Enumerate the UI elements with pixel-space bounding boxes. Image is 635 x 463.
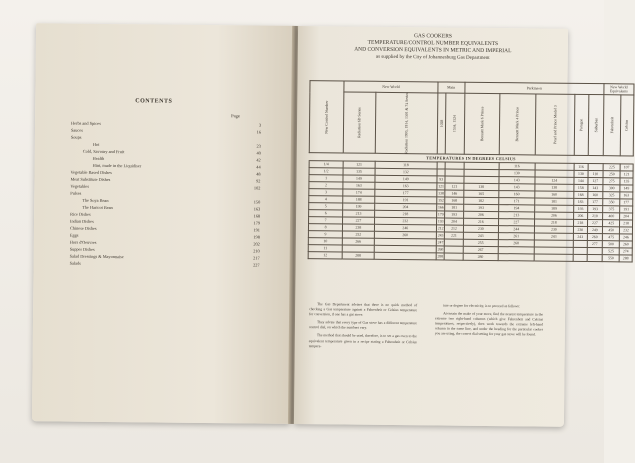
column-header: Bennett Mark 6 Prince (464, 93, 500, 154)
table-cell: 179 (437, 212, 444, 217)
toc-entry-page: 40 (256, 150, 261, 156)
table-cell: 280 (463, 253, 499, 260)
column-header: Paragon (574, 94, 588, 155)
table-cell: 475 (603, 234, 620, 241)
toc-entry-label: The Soya Bean (82, 197, 109, 203)
table-cell: 260 (437, 247, 444, 252)
toc-entry-label: Eggs (69, 232, 79, 238)
table-cell: 244 (498, 226, 534, 233)
toc-entry-label: Meat Substitute Dishes (70, 176, 111, 183)
column-header: 1534, 1524 (446, 93, 465, 154)
table-cell: 261 (498, 233, 534, 240)
table-cell: 210 (587, 213, 603, 220)
note-column-left (309, 302, 418, 353)
table-cell: 7 (309, 217, 343, 224)
column-header: Pearl and Prince Model 3 (535, 94, 575, 155)
table-cell: 525 (602, 248, 619, 255)
toc-entry-page: 48 (256, 171, 261, 177)
table-cell: 213 (343, 210, 375, 217)
table-cell: 177 (587, 199, 603, 206)
table-cell: 450 (603, 227, 620, 234)
toc-entry-label: Herbs and Spices (71, 120, 101, 126)
table-cell (534, 254, 574, 261)
temperature-table (308, 80, 630, 262)
table-cell: 218 (620, 220, 632, 227)
table-cell: 193 (437, 219, 444, 224)
table-cell: 188 (343, 196, 375, 203)
toc-entry-page: 23 (256, 143, 261, 149)
note-paragraph: The Gas Department advises that there is no quick method of checking a Gas temperature against a Fahrenheit or Celsius temperature for conversion, if one has a gas stove. (309, 302, 418, 317)
column-header: New Control Number (309, 81, 344, 153)
table-cell: 118 (375, 161, 437, 169)
table-cell: 171 (499, 198, 535, 205)
open-booklet (32, 23, 630, 427)
toc-entry-page: 202 (253, 241, 260, 247)
group-header: New World (344, 81, 438, 93)
toc-entry-label: Supper Dishes (69, 246, 95, 252)
column-header: 1028 (437, 93, 446, 154)
table-cell: 149 (343, 175, 375, 182)
table-cell: 93 (437, 176, 446, 183)
table-cell: 206 (463, 211, 499, 218)
toc-entry-page: 179 (253, 220, 261, 226)
table-cell: 193 (587, 206, 603, 213)
table-cell: 212 (437, 226, 444, 231)
table-cell: 121 (343, 161, 375, 168)
table-cell: 260 (587, 234, 603, 241)
toc-entry-page: 168 (253, 213, 261, 219)
table-cell: 232 (620, 227, 632, 234)
table-cell: 227 (343, 217, 375, 224)
table-cell: 227 (587, 220, 603, 227)
table-cell: 213 (499, 212, 535, 219)
table-cell: 252 (342, 231, 374, 238)
toc-entry-label: Vegetable Based Dishes (70, 169, 112, 176)
table-cell: 191 (374, 196, 436, 204)
table-cell: 204 (445, 218, 463, 225)
table-cell: 138 (534, 184, 574, 191)
table-cell (445, 253, 463, 260)
toc-entry-label: Salads (69, 260, 81, 266)
table-cell: 550 (602, 255, 619, 262)
note-paragraph: They advise that every type of Gas stove has a different temperature control dial, on which the numbers vary. (308, 320, 417, 331)
table-cell: 247 (437, 240, 444, 245)
table-cell (587, 255, 603, 262)
table-cell: 218 (574, 219, 588, 226)
title-line-1: GAS COOKERS (413, 33, 453, 40)
toc-entry-label: Salad Dressings & Mayonnaise (69, 253, 124, 260)
table-cell: 130 (499, 170, 535, 177)
table-cell: 143 (499, 184, 535, 191)
table-cell: 218 (374, 210, 436, 218)
table-cell: 110 (588, 171, 604, 178)
toc-entry-label: Sauces (70, 127, 83, 133)
table-cell: 6 (309, 210, 343, 217)
table-cell: 274 (620, 248, 632, 255)
toc-entry-label: Hot (92, 141, 100, 147)
table-cell: 230 (463, 225, 499, 232)
table-cell: 138 (463, 183, 499, 190)
table-cell: 11 (308, 245, 342, 252)
toc-entry-page: 198 (253, 234, 260, 240)
toc-entry-page: 3 (258, 122, 262, 128)
table-cell: 268 (498, 240, 534, 247)
toc-entry-label: Soups (70, 134, 82, 140)
column-header: Radiation 6D Series (343, 92, 375, 153)
toc-entry-label: The Haricot Bean (82, 204, 113, 211)
table-cell: 107 (620, 164, 632, 171)
note-column-right (435, 303, 543, 341)
table-cell: 500 (602, 241, 619, 248)
table-cell: 8 (308, 224, 342, 231)
toc-entry-page: 92 (256, 178, 261, 184)
note-paragraph: Ascertain the make of your stove, find the nearest temperature in the extreme two right-hand columns (which give Fahrenheit and Celsius temperatures, respectively), then work towards the extreme left-hand column in the same line, and under the heading for the particular cooker you are using, the correct dial setting for your gas stove will be found. (434, 311, 544, 337)
toc-entry (70, 260, 260, 269)
table-cell: 9 (308, 231, 342, 238)
toc-entry-page: 217 (253, 255, 260, 261)
table-cell: 163 (375, 182, 437, 190)
table-cell: 160 (587, 192, 603, 199)
group-header: New World Equivalents (604, 84, 634, 95)
table-cell: 288 (437, 254, 444, 259)
table-cell: 425 (603, 220, 620, 227)
title-line-2: TEMPERATURE/CONTROL NUMBER EQUIVALENTS (367, 39, 499, 48)
table-cell: 121 (620, 171, 632, 178)
table-cell: 183 (574, 198, 588, 205)
table-cell: 144 (574, 177, 588, 184)
table-cell: 218 (534, 219, 574, 226)
table-cell: 1 (309, 175, 343, 182)
table-cell: 288 (342, 252, 374, 259)
table-cell: 116 (499, 163, 535, 170)
table-cell: 206 (574, 212, 588, 219)
toc-entry-label: Cold, Savoury and Fruit (82, 148, 125, 155)
table-cell: 325 (603, 192, 620, 199)
table-cell: 191 (620, 206, 632, 213)
table-cell: 152 (438, 198, 444, 203)
toc-entry-label: Hint, made in the Liquidiser (92, 162, 142, 169)
table-cell: 1/2 (309, 168, 343, 175)
toc-entry-label: Hors d'Oeuvres (69, 239, 97, 245)
group-header: Parkinson (464, 82, 604, 94)
table-cell (374, 252, 436, 260)
toc-entry-label: Rice Dishes (70, 211, 91, 217)
table-cell: 3 (309, 189, 343, 196)
title-line-3: AND CONVERSION EQUIVALENTS IN METRIC AND IMPERIAL (354, 46, 512, 55)
table-cell: 135 (620, 178, 632, 185)
table-cell: 177 (620, 199, 632, 206)
note-paragraph: ture or degree for electricity, is to proceed as follows: (443, 303, 520, 309)
table-cell: 277 (587, 241, 603, 248)
table-cell: 143 (499, 177, 535, 184)
table-cell: 238 (343, 224, 375, 231)
group-header: Main (438, 82, 465, 93)
table-cell: 168 (574, 191, 588, 198)
table-cell: 232 (374, 217, 436, 225)
table-of-contents (70, 120, 262, 269)
table-cell: 250 (603, 171, 620, 178)
table-cell: 204 (374, 203, 436, 211)
table-cell: 225 (603, 164, 620, 171)
table-cell: 181 (534, 198, 574, 205)
table-cell: 10 (308, 238, 342, 245)
table-cell: 177 (375, 189, 437, 197)
table-cell: 193 (463, 204, 499, 211)
table-cell: 194 (499, 205, 535, 212)
toc-entry-page: 163 (253, 206, 261, 212)
table-cell: 124 (534, 177, 574, 184)
table-cell: 400 (603, 213, 620, 220)
column-header: Celsius (621, 95, 634, 156)
table-cell: 227 (499, 219, 535, 226)
table-cell: 127 (588, 178, 604, 185)
table-cell: 243 (437, 233, 444, 238)
toc-entry-page: 16 (256, 129, 261, 135)
table-cell: 266 (342, 238, 374, 245)
table-cell (573, 254, 587, 261)
title-line-4: as supplied by the City of Johannesburg Gas Department (375, 54, 490, 61)
table-cell: 138 (438, 191, 444, 196)
table-cell: 246 (374, 224, 436, 232)
table-cell: 189 (534, 205, 574, 212)
table-cell: 132 (375, 168, 437, 176)
table-cell: 168 (445, 197, 463, 204)
table-cell: 146 (445, 190, 463, 197)
table-cell: 182 (463, 197, 499, 204)
table-cell: 121 (445, 183, 463, 190)
table-cell: 243 (463, 232, 499, 239)
table-cell: 143 (587, 185, 603, 192)
toc-entry-label: Health (92, 155, 105, 161)
table-cell: 149 (620, 185, 632, 192)
table-cell: 163 (343, 182, 375, 189)
toc-entry-page: 44 (256, 164, 261, 170)
table-cell: 260 (374, 231, 436, 239)
table-cell: 5 (309, 203, 343, 210)
table-cell: 288 (620, 255, 632, 262)
table-cell: 206 (534, 212, 574, 219)
table-cell: 199 (343, 203, 375, 210)
table-cell: 160 (534, 191, 574, 198)
table-cell: 375 (603, 206, 620, 213)
toc-entry-page: 227 (253, 262, 260, 268)
table-cell: 160 (499, 191, 535, 198)
table-cell: 300 (603, 185, 620, 192)
table-cell: 243 (534, 233, 574, 240)
table-cell: 230 (534, 226, 574, 233)
table-cell: 275 (603, 178, 620, 185)
table-cell: 181 (445, 204, 463, 211)
table-cell: 149 (375, 175, 437, 183)
table-cell: 12 (308, 252, 342, 259)
table-cell: 350 (603, 199, 620, 206)
table-cell: 4 (309, 196, 343, 203)
table-cell: 260 (620, 241, 632, 248)
table-cell: 249 (587, 227, 603, 234)
table-cell: 2 (309, 182, 343, 189)
toc-entry-page: 210 (253, 248, 260, 254)
table-cell: 221 (445, 232, 463, 239)
table-cell: 243 (573, 233, 587, 240)
table-cell: 246 (620, 234, 632, 241)
table-cell: 1/4 (309, 161, 343, 168)
note-paragraph: The method that should be used, therefore, is to set a gas oven to the equivalent temperature given in a recipe stating a Fahrenheit or Celsius tempera- (308, 333, 417, 348)
toc-entry-page: 42 (256, 157, 261, 163)
toc-entry-label: Vegetables (70, 183, 90, 189)
column-header: Bennett Mark 4 Prince (499, 94, 535, 155)
page-column-header: Page (231, 113, 240, 119)
table-cell: 158 (574, 184, 588, 191)
column-header: Radiation 1905, 1914, 1301 & 74 Series (375, 92, 438, 154)
table-subtitle: TEMPERATURES IN DEGREES CELSIUS (309, 153, 633, 164)
column-header: Fahrenheit (603, 95, 621, 156)
table-cell: 130 (574, 170, 588, 177)
table-cell: 216 (463, 218, 499, 225)
toc-entry-page: 191 (253, 227, 260, 233)
table-cell: 212 (445, 225, 463, 232)
table-cell: 135 (343, 168, 375, 175)
toc-entry-page: 102 (253, 185, 261, 191)
toc-entry-label: Indian Dishes (70, 218, 94, 224)
table-cell: 193 (574, 205, 588, 212)
table-cell: 193 (445, 211, 463, 218)
toc-entry-page: 150 (253, 199, 261, 205)
right-page (294, 26, 630, 427)
table-cell: 174 (343, 189, 375, 196)
table-cell: 121 (438, 184, 444, 189)
table-cell: 204 (620, 213, 632, 220)
toc-entry-label: Chinese Dishes (69, 225, 97, 231)
table-cell: 166 (437, 205, 444, 210)
table-cell: 165 (463, 190, 499, 197)
left-page (32, 23, 294, 424)
table-cell (498, 254, 534, 261)
table-cell: 116 (574, 163, 588, 170)
column-header: Suburban (588, 95, 604, 156)
contents-title: CONTENTS (135, 98, 173, 105)
table-cell: 267 (463, 246, 499, 253)
table-cell: 163 (620, 192, 632, 199)
toc-entry-label: Pulses (70, 190, 82, 196)
table-cell: 255 (463, 239, 499, 246)
table-cell: 230 (574, 226, 588, 233)
